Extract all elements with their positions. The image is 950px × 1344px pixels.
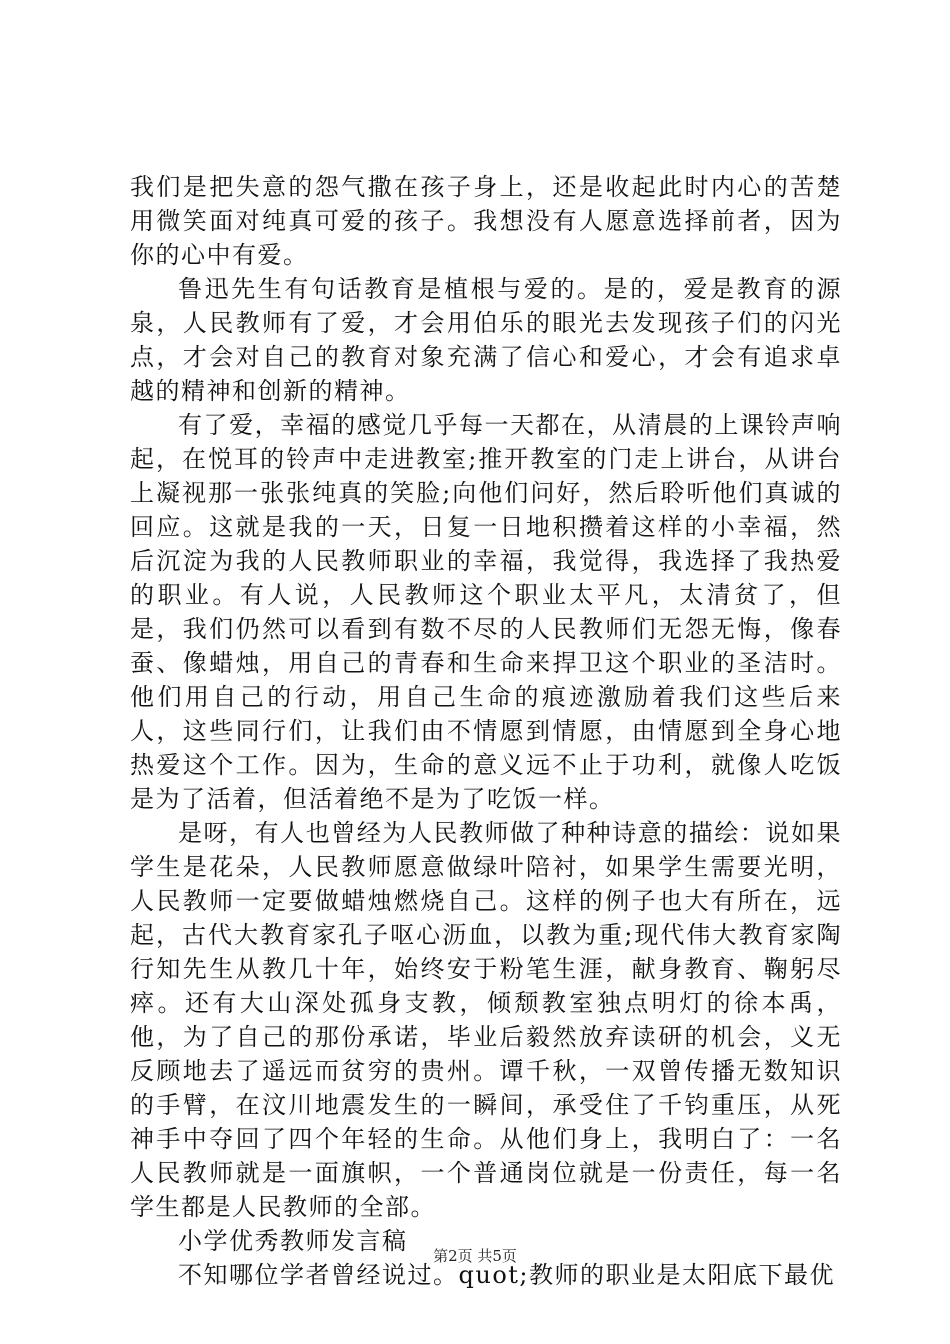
document-body <box>130 170 842 1292</box>
section-title: 小学优秀教师发言稿 <box>178 1227 408 1255</box>
paragraph-2: 鲁迅先生有句话教育是植根与爱的。是的，爱是教育的源泉，人民教师有了爱，才会用伯乐的眼光去发现孩子们的闪光点，才会对自己的教育对象充满了信心和爱心，才会有追求卓越的精神和创新的精神。 <box>130 275 842 405</box>
paragraph-3: 有了爱，幸福的感觉几乎每一天都在，从清晨的上课铃声响起，在悦耳的铃声中走进教室;推开教室的门走上讲台，从讲台上凝视那一张张纯真的笑脸;向他们问好，然后聆听他们真诚的回应。这就是我的一天，日复一日地积攒着这样的小幸福，然后沉淀为我的人民教师职业的幸福，我觉得，我选择了我热爱的职业。有人说，人民教师这个职业太平凡，太清贫了，但是，我们仍然可以看到有数不尽的人民教师们无怨无悔，像春蚕、像蜡烛，用自己的青春和生命来捍卫这个职业的圣洁时。他们用自己的行动，用自己生命的痕迹激励着我们这些后来人，这些同行们，让我们由不情愿到情愿，由情愿到全身心地热爱这个工作。因为，生命的意义远不止于功利，就像人吃饭是为了活着，但活着绝不是为了吃饭一样。 <box>130 411 842 813</box>
page-number: 第2页 共5页 <box>433 1247 517 1265</box>
paragraph-4: 是呀，有人也曾经为人民教师做了种种诗意的描绘：说如果学生是花朵，人民教师愿意做绿叶陪衬，如果学生需要光明，人民教师一定要做蜡烛燃烧自己。这样的例子也大有所在，远起，古代大教育家孔子呕心沥血，以教为重;现代伟大教育家陶行知先生从教几十年，始终安于粉笔生涯，献身教育、鞠躬尽瘁。还有大山深处孤身支教，倾颓教室独点明灯的徐本禹，他，为了自己的那份承诺，毕业后毅然放弃读研的机会，义无反顾地去了遥远而贫穷的贵州。谭千秋，一双曾传播无数知识的手臂，在汶川地震发生的一瞬间，承受住了千钧重压，从死神手中夺回了四个年轻的生命。从他们身上，我明白了：一名人民教师就是一面旗帜，一个普通岗位就是一份责任，每一名学生都是人民教师的全部。 <box>130 819 842 1221</box>
paragraph-5: 不知哪位学者曾经说过。quot;教师的职业是太阳底下最优 <box>178 1261 835 1289</box>
paragraph-1: 我们是把失意的怨气撒在孩子身上，还是收起此时内心的苦楚用微笑面对纯真可爱的孩子。我想没有人愿意选择前者，因为你的心中有爱。 <box>130 173 842 269</box>
